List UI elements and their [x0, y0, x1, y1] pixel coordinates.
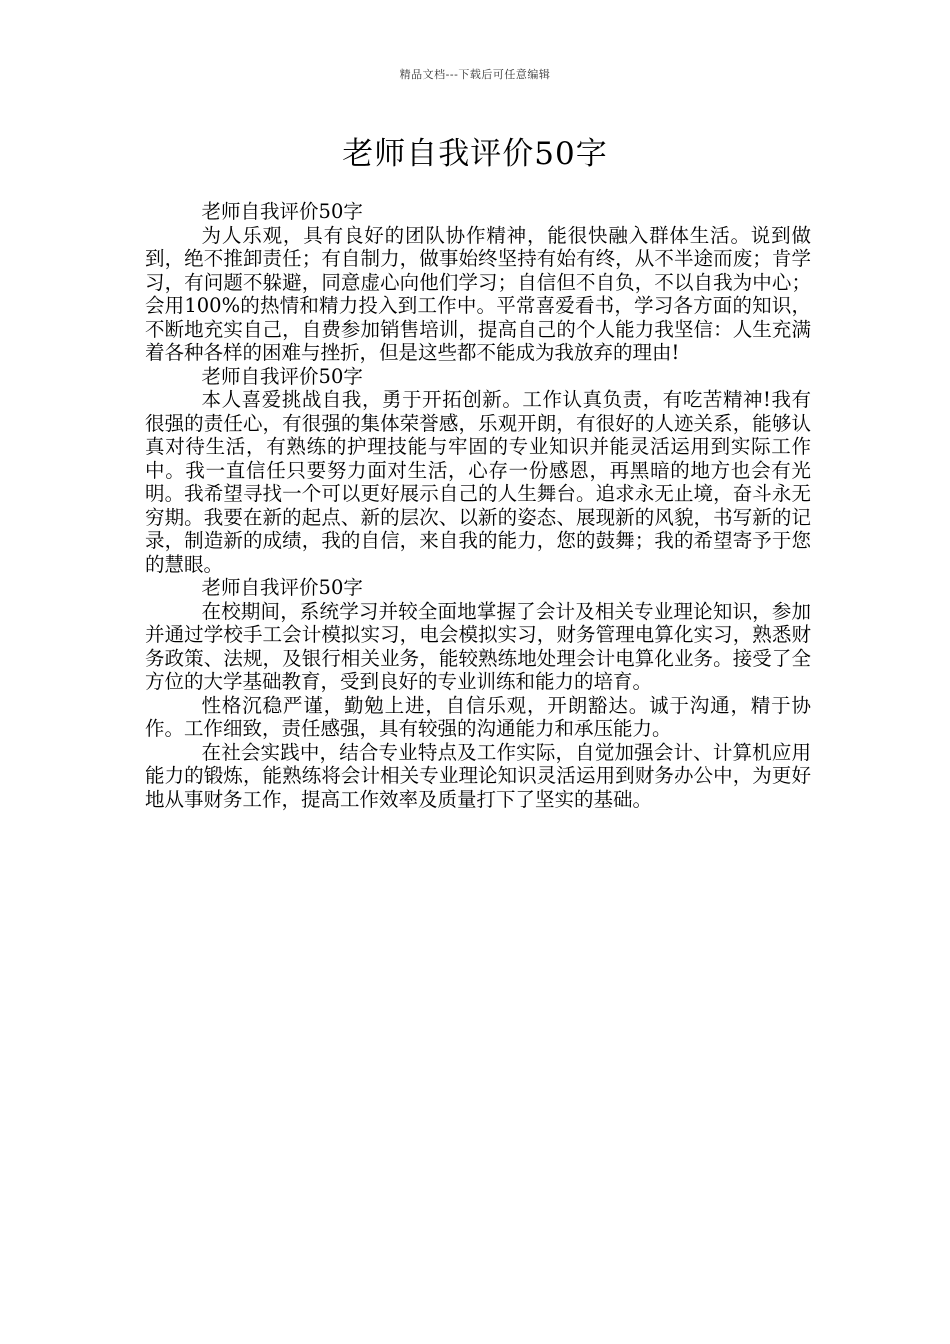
section-heading: 老师自我评价50字 [201, 576, 363, 599]
body-paragraph: 为人乐观，具有良好的团队协作精神，能很快融入群体生活。说到做到，绝不推卸责任；有自制力，做事始终坚持有始有终，从不半途而废；肯学习，有问题不躲避，同意虚心向他们学习；自信但不自负，不以自我为中心；会用100%的热情和精力投入到工作中。平常喜爱看书，学习各方面的知识，不断地充实自己，自费参加销售培训，提高自己的个人能力我坚信：人生充满着各种各样的困难与挫折，但是这些都不能成为我放弃的理由! [145, 223, 811, 364]
section-heading: 老师自我评价50字 [201, 200, 363, 223]
body-paragraph: 在社会实践中，结合专业特点及工作实际，自觉加强会计、计算机应用能力的锻炼，能熟练将会计相关专业理论知识灵活运用到财务办公中，为更好地从事财务工作，提高工作效率及质量打下了坚实的基础。 [145, 740, 811, 811]
header-note: 精品文档---下载后可任意编辑 [399, 68, 551, 81]
body-paragraph: 本人喜爱挑战自我，勇于开拓创新。工作认真负责，有吃苦精神!我有很强的责任心，有很强的集体荣誉感，乐观开朗，有很好的人迹关系，能够认真对待生活，有熟练的护理技能与牢固的专业知识并能灵活运用到实际工作中。我一直信任只要努力面对生活，心存一份感恩，再黑暗的地方也会有光明。我希望寻找一个可以更好展示自己的人生舞台。追求永无止境，奋斗永无穷期。我要在新的起点、新的层次、以新的姿态、展现新的风貌，书写新的记录，制造新的成绩，我的自信，来自我的能力，您的鼓舞；我的希望寄予于您的慧眼。 [145, 388, 811, 576]
document-title: 老师自我评价50字 [342, 136, 608, 172]
section-heading: 老师自我评价50字 [201, 364, 363, 388]
document-body [145, 200, 811, 811]
body-paragraph: 在校期间，系统学习并较全面地掌握了会计及相关专业理论知识，参加并通过学校手工会计模拟实习，电会模拟实习，财务管理电算化实习，熟悉财务政策、法规，及银行相关业务，能较熟练地处理会计电算化业务。接受了全方位的大学基础教育，受到良好的专业训练和能力的培育。 [145, 599, 811, 693]
body-paragraph: 性格沉稳严谨，勤勉上进，自信乐观，开朗豁达。诚于沟通，精于协作。工作细致，责任感强，具有较强的沟通能力和承压能力。 [145, 693, 811, 740]
